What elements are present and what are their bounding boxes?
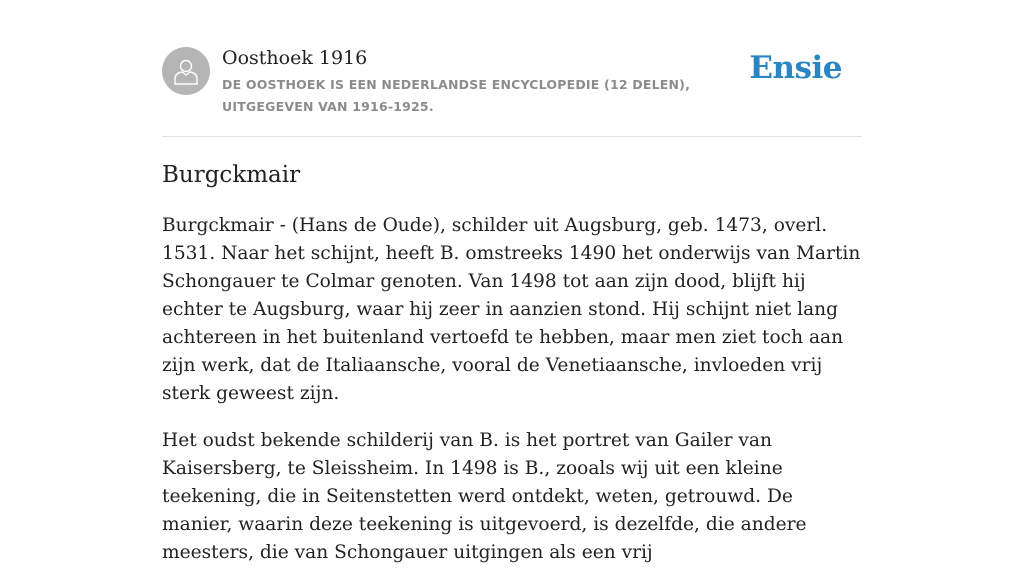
brand-logo[interactable]: Ensie bbox=[749, 50, 842, 86]
source-title[interactable]: Oosthoek 1916 bbox=[222, 47, 368, 69]
article-container bbox=[162, 0, 862, 563]
user-icon bbox=[173, 57, 199, 85]
article-paragraph: Het oudst bekende schilderij van B. is het portret van Gailer van Kaisersberg, te Sleissheim. In 1498 is B., zooals wij uit een kleine teekening, die in Seitenstetten werd ontdekt, weten, getrouwd. De manier, waarin deze teekening is uitgevoerd, is dezelfde, die andere meesters, die van Schongauer uitgingen als een vrij bbox=[162, 430, 807, 563]
source-header bbox=[162, 0, 862, 137]
article-paragraph: Burgckmair - (Hans de Oude), schilder uit Augsburg, geb. 1473, overl. 1531. Naar het schijnt, heeft B. omstreeks 1490 het onderwijs van Martin Schongauer te Colmar genoten. Van 1498 tot aan zijn dood, blijft hij echter te Augsburg, waar hij zeer in aanzien stond. Hij schijnt niet lang achtereen in het buitenland vertoefd te hebben, maar men ziet toch aan zijn werk, dat de Italiaansche, vooral de Venetiaansche, invloeden vrij sterk geweest zijn. bbox=[162, 215, 861, 404]
source-info bbox=[222, 46, 762, 118]
article-title: Burgckmair bbox=[162, 162, 301, 188]
avatar[interactable] bbox=[162, 47, 210, 95]
article-body bbox=[162, 212, 867, 586]
source-description: DE OOSTHOEK IS EEN NEDERLANDSE ENCYCLOPEDIE (12 DELEN), UITGEGEVEN VAN 1916-1925. bbox=[222, 77, 691, 114]
